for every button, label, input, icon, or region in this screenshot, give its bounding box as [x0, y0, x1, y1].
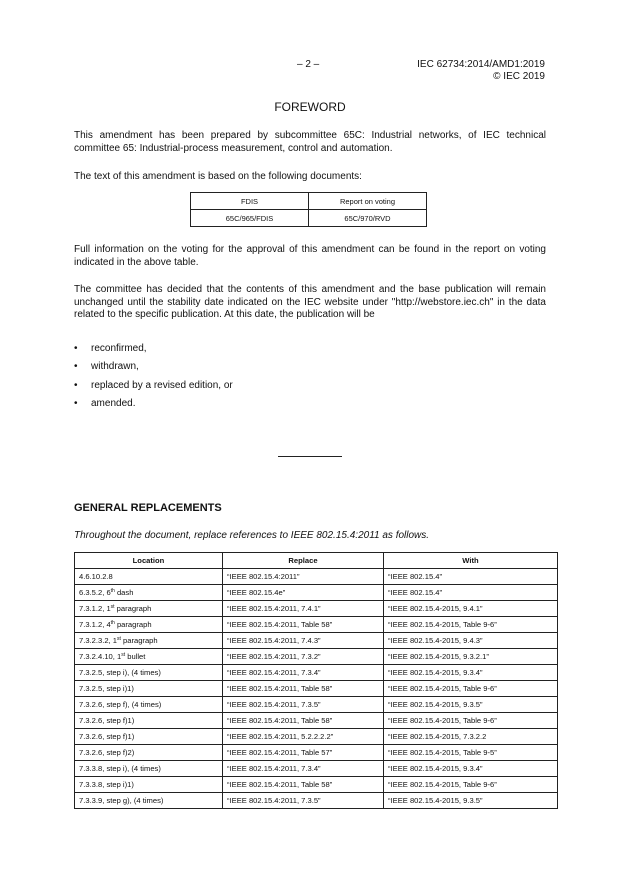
- cell-location: 7.3.2.4.10, 1st bullet: [75, 649, 223, 665]
- voting-cell-fdis: 65C/965/FDIS: [191, 210, 309, 227]
- cell-with: “IEEE 802.15.4-2015, 9.3.5”: [384, 697, 558, 713]
- cell-with: “IEEE 802.15.4-2015, Table 9-5”: [384, 745, 558, 761]
- cell-location: 7.3.2.6, step f)2): [75, 745, 223, 761]
- cell-location: 7.3.1.2, 1st paragraph: [75, 601, 223, 617]
- cell-replace: “IEEE 802.15.4:2011, Table 58”: [223, 681, 384, 697]
- cell-replace: “IEEE 802.15.4:2011, Table 58”: [223, 617, 384, 633]
- cell-location: 7.3.1.2, 4th paragraph: [75, 617, 223, 633]
- cell-location: 7.3.3.8, step i), (4 times): [75, 761, 223, 777]
- table-row: [75, 681, 558, 697]
- voting-header-fdis: FDIS: [191, 193, 309, 210]
- cell-replace: “IEEE 802.15.4:2011, 5.2.2.2.2”: [223, 729, 384, 745]
- cell-location: 4.6.10.2.8: [75, 569, 223, 585]
- cell-location: 7.3.2.6, step f)1): [75, 729, 223, 745]
- voting-header-report: Report on voting: [309, 193, 427, 210]
- section-intro: Throughout the document, replace references to IEEE 802.15.4:2011 as follows.: [74, 530, 430, 541]
- cell-with: “IEEE 802.15.4-2015, 7.3.2.2: [384, 729, 558, 745]
- cell-with: “IEEE 802.15.4”: [384, 569, 558, 585]
- cell-replace: “IEEE 802.15.4:2011”: [223, 569, 384, 585]
- bullet-item: • amended.: [74, 397, 233, 415]
- cell-replace: “IEEE 802.15.4:2011, 7.4.3”: [223, 633, 384, 649]
- section-heading: GENERAL REPLACEMENTS: [74, 502, 222, 514]
- table-row: [75, 585, 558, 601]
- table-row: [75, 761, 558, 777]
- section-divider: [278, 456, 342, 457]
- table-row: [75, 665, 558, 681]
- cell-location: 7.3.2.6, step f), (4 times): [75, 697, 223, 713]
- cell-with: “IEEE 802.15.4-2015, Table 9-6”: [384, 713, 558, 729]
- cell-replace: “IEEE 802.15.4:2011, 7.3.4”: [223, 761, 384, 777]
- cell-location: 7.3.3.9, step g), (4 times): [75, 793, 223, 809]
- cell-replace: “IEEE 802.15.4:2011, 7.3.4”: [223, 665, 384, 681]
- cell-location: 7.3.2.5, step i), (4 times): [75, 665, 223, 681]
- paragraph-voting-info: Full information on the voting for the approval of this amendment can be found in the report on voting indicated in the above table.: [74, 244, 546, 268]
- table-row: [75, 601, 558, 617]
- replacement-table: [74, 552, 558, 809]
- cell-with: “IEEE 802.15.4-2015, Table 9-6”: [384, 681, 558, 697]
- cell-with: “IEEE 802.15.4-2015, 9.3.2.1”: [384, 649, 558, 665]
- cell-replace: “IEEE 802.15.4:2011, 7.3.5”: [223, 793, 384, 809]
- cell-location: 7.3.2.5, step i)1): [75, 681, 223, 697]
- voting-cell-report: 65C/970/RVD: [309, 210, 427, 227]
- cell-with: “IEEE 802.15.4-2015, Table 9-6”: [384, 617, 558, 633]
- table-row: [75, 777, 558, 793]
- bullet-list: [74, 342, 233, 415]
- cell-with: “IEEE 802.15.4-2015, 9.3.4”: [384, 665, 558, 681]
- document-header: [417, 59, 545, 83]
- copyright-notice: © IEC 2019: [493, 71, 545, 82]
- table-row: [75, 729, 558, 745]
- bullet-item: • reconfirmed,: [74, 342, 233, 360]
- page-title: FOREWORD: [274, 100, 346, 114]
- voting-table-row: [191, 210, 427, 227]
- header-location: Location: [75, 553, 223, 569]
- page-number: – 2 –: [297, 59, 320, 70]
- table-row: [75, 697, 558, 713]
- cell-replace: “IEEE 802.15.4:2011, Table 57”: [223, 745, 384, 761]
- bullet-item: • withdrawn,: [74, 360, 233, 378]
- cell-location: 7.3.3.8, step i)1): [75, 777, 223, 793]
- table-row: [75, 745, 558, 761]
- voting-table: [190, 192, 427, 227]
- cell-replace: “IEEE 802.15.4e”: [223, 585, 384, 601]
- cell-with: “IEEE 802.15.4-2015, 9.3.5”: [384, 793, 558, 809]
- cell-location: 7.3.2.3.2, 1st paragraph: [75, 633, 223, 649]
- header-replace: Replace: [223, 553, 384, 569]
- header-with: With: [384, 553, 558, 569]
- voting-table-header: [191, 193, 427, 210]
- table-row: [75, 569, 558, 585]
- paragraph-stability: The committee has decided that the contents of this amendment and the base publication will remain unchanged until the stability date indicated on the IEC website under "http://webstore.iec.ch" in the data related to the specific publication. At this date, the publication will be: [74, 284, 546, 320]
- cell-replace: “IEEE 802.15.4:2011, Table 58”: [223, 713, 384, 729]
- cell-with: “IEEE 802.15.4”: [384, 585, 558, 601]
- cell-with: “IEEE 802.15.4-2015, 9.4.3”: [384, 633, 558, 649]
- cell-location: 7.3.2.6, step f)1): [75, 713, 223, 729]
- table-row: [75, 713, 558, 729]
- bullet-item: • replaced by a revised edition, or: [74, 379, 233, 397]
- paragraph-based-on: The text of this amendment is based on the following documents:: [74, 171, 362, 182]
- cell-location: 6.3.5.2, 6th dash: [75, 585, 223, 601]
- table-row: [75, 617, 558, 633]
- replacement-table-header: [75, 553, 558, 569]
- paragraph-subcommittee: This amendment has been prepared by subcommittee 65C: Industrial networks, of IEC technical committee 65: Industrial-process measurement, control and automation.: [74, 130, 546, 154]
- cell-replace: “IEEE 802.15.4:2011, Table 58”: [223, 777, 384, 793]
- cell-replace: “IEEE 802.15.4:2011, 7.3.5”: [223, 697, 384, 713]
- table-row: [75, 633, 558, 649]
- cell-with: “IEEE 802.15.4-2015, Table 9-6”: [384, 777, 558, 793]
- cell-with: “IEEE 802.15.4-2015, 9.4.1”: [384, 601, 558, 617]
- document-id: IEC 62734:2014/AMD1:2019: [417, 59, 545, 70]
- table-row: [75, 649, 558, 665]
- table-row: [75, 793, 558, 809]
- cell-replace: “IEEE 802.15.4:2011, 7.3.2”: [223, 649, 384, 665]
- cell-with: “IEEE 802.15.4-2015, 9.3.4”: [384, 761, 558, 777]
- cell-replace: “IEEE 802.15.4:2011, 7.4.1”: [223, 601, 384, 617]
